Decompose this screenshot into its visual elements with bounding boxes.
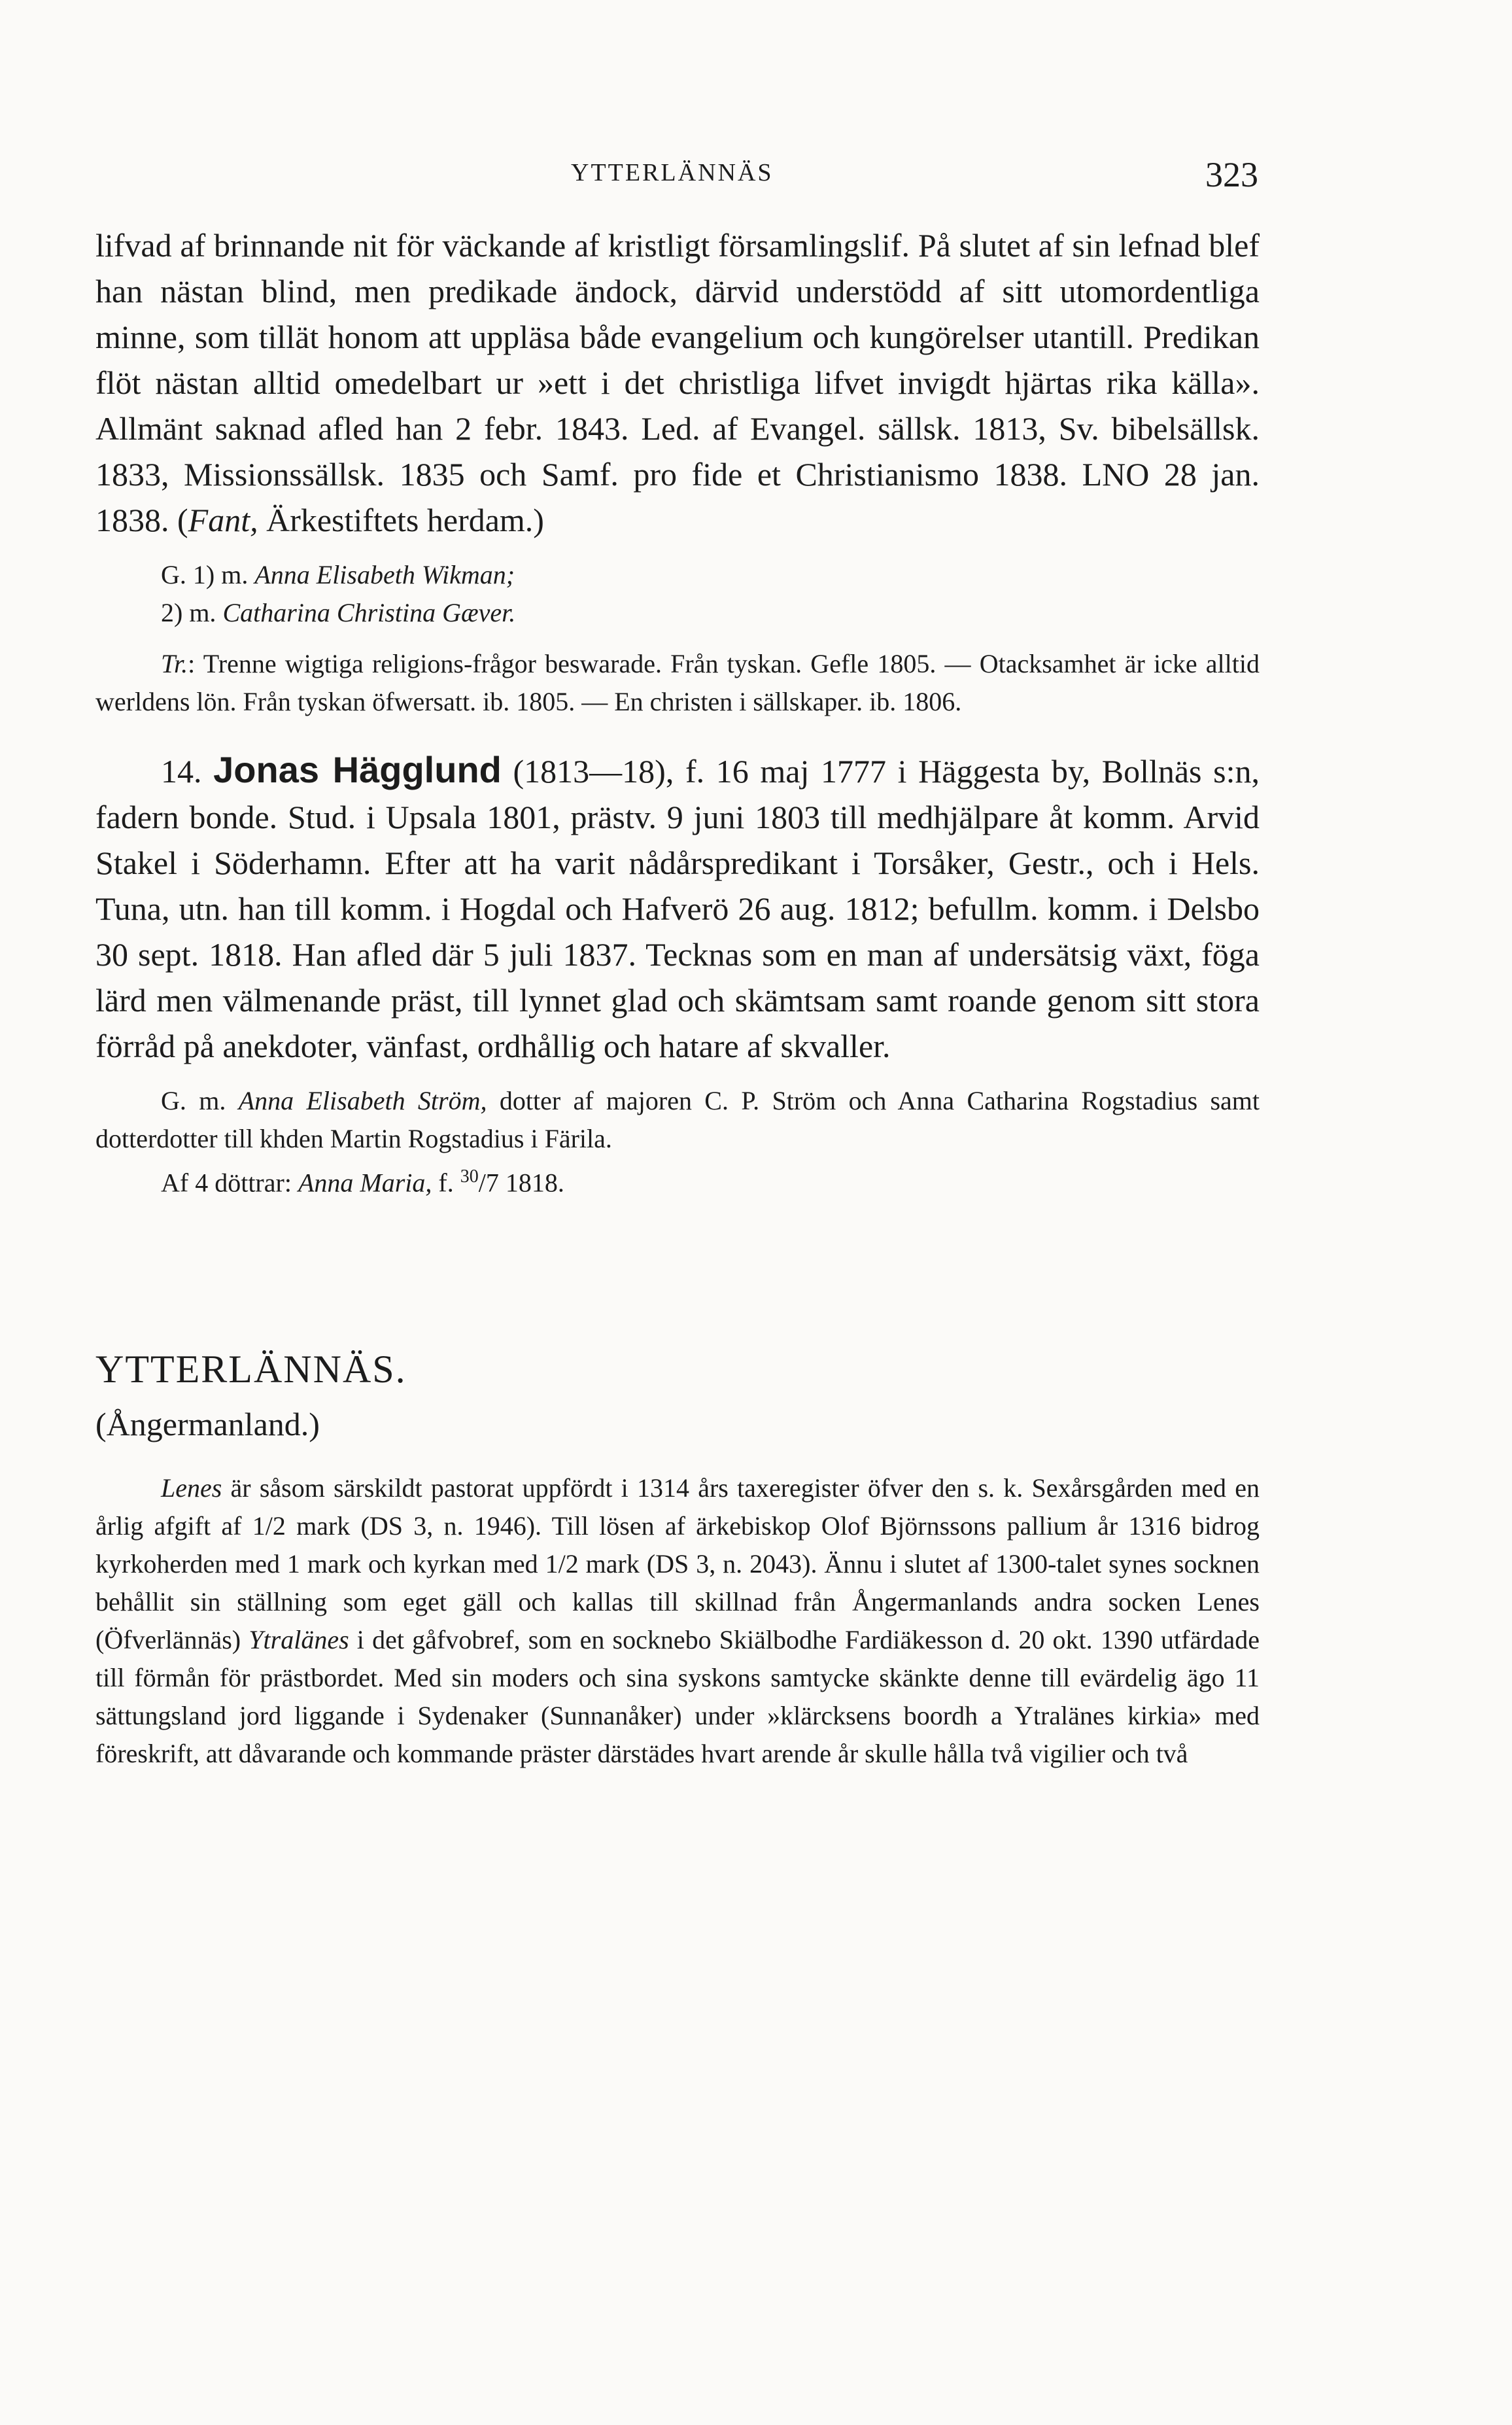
- spouse-name: Anna Elisabeth Wikman;: [254, 560, 515, 589]
- section-title: YTTERLÄNNÄS.: [95, 1348, 407, 1391]
- entry-13-marriage-1: [95, 556, 1260, 594]
- entry-13-marriage-2: [95, 594, 1260, 632]
- entry-13-translations: [95, 645, 1260, 721]
- page-header: [0, 155, 1512, 198]
- intro-text-a: är såsom särskildt pastorat uppfördt i 1314 års taxeregister öfver den s. k. Sexårsgården med en årlig afgift af: [95, 1473, 1260, 1541]
- page-number: 323: [1205, 155, 1258, 194]
- section-intro-paragraph: [95, 1469, 1260, 1773]
- birth-date: /7 1818.: [478, 1168, 564, 1198]
- marriage-label: G. m.: [161, 1086, 239, 1115]
- running-title: YTTERLÄNNÄS: [571, 159, 774, 186]
- source-reference-tail: Ärkestiftets herdam.): [258, 502, 544, 538]
- marriage-text: dotter af majoren C. P. Ström och Anna Catharina Rogstadius samt dotterdotter till khden Martin Rogstadius i Färila.: [95, 1086, 1260, 1153]
- entry-number: 14.: [161, 753, 214, 790]
- marriage-label: G. 1) m.: [161, 560, 255, 589]
- entry-14-marriage: [95, 1082, 1260, 1158]
- parish-name: Lenes: [161, 1473, 222, 1503]
- spouse-name: Catharina Christina Gæver.: [222, 598, 516, 627]
- entry-14-text: (1813—18), f. 16 maj 1777 i Häggesta by, Bollnäs s:n, fadern bonde. Stud. i Upsala 1801, prästv. 9 juni 1803 till medhjälpare åt komm. Arvid Stakel i Söderhamn. Efter att ha varit nådårspredikant i Torsåker, Gestr., och i Hels. Tuna, utn. han till komm. i Hogdal och Hafverö 26 aug. 1812; befullm. komm. i Delsbo 30 sept. 1818. Han afled där 5 juli 1837. Tecknas som en man af undersätsig växt, föga lärd men välmenande präst, till lynnet glad och skämtsam samt roande genom sitt stora förråd på anekdoter, vänfast, ordhållig och hatare af skvaller.: [95, 753, 1260, 1064]
- entry-14-paragraph: [95, 747, 1260, 1069]
- translations-text: : Trenne wigtiga religions-frågor beswarade. Från tyskan. Gefle 1805. — Otacksamhet är icke alltid werldens lön. Från tyskan öfwersatt. ib. 1805. — En christen i sällskaper. ib. 1806.: [95, 649, 1260, 716]
- intro-text-d: i det gåfvobref, som en socknebo Skiälbodhe Fardiäkesson d. 20 okt. 1390 utfärdade till förmån för prästbordet. Med sin moders och sina syskons samtycke skänkte denne till evärdelig ägo 11 sättungsland jord liggande i Sydenaker (Sunnanåker) under »klärcksens boordh a Ytralänes kirkia» med föreskrift, att dåvarande och kommande präster därstädes hvart arende år skulle hålla två vigilier och två: [95, 1625, 1260, 1769]
- date-superscript: 30: [460, 1166, 479, 1187]
- fraction: 1/2: [252, 1511, 286, 1541]
- entry-13-paragraph: [95, 222, 1260, 543]
- fraction: 1/2: [545, 1549, 579, 1579]
- section-subtitle: (Ångermanland.): [95, 1406, 320, 1443]
- entry-14-children: [95, 1158, 1260, 1202]
- children-label: Af 4 döttrar:: [161, 1168, 298, 1198]
- child-name: Anna Maria,: [298, 1168, 432, 1198]
- source-reference: Fant,: [188, 502, 258, 538]
- page-content: [95, 222, 1260, 1773]
- entry-13-text: lifvad af brinnande nit för väckande af kristligt församlingslif. På slutet af sin lefnad blef han nästan blind, men predikade ändock, därvid understödd af sitt utomordentliga minne, som tillät honom att uppläsa både evangelium och kungörelser utantill. Predikan flöt nästan alltid omedelbart ur »ett i det christliga lifvet invigdt hjärtas rika källa». Allmänt saknad afled han 2 febr. 1843. Led. af Evangel. sällsk. 1813, Sv. bibelsällsk. 1833, Missionssällsk. 1835 och Samf. pro fide et Christianismo 1838. LNO 28 jan. 1838. (: [95, 227, 1260, 538]
- marriage-label: 2) m.: [161, 598, 223, 627]
- entry-name: Jonas Hägglund: [213, 749, 502, 790]
- parish-name-alt: Ytralänes: [249, 1625, 349, 1655]
- spouse-name: Anna Elisabeth Ström,: [238, 1086, 487, 1115]
- intro-text-c: mark (DS 3, n. 2043). Ännu i slutet af 1300-talet synes socknen behållit sin ställning som eget gäll och kallas till skillnad från Ångermanlands andra socken Lenes (Öfverlännäs): [95, 1549, 1260, 1655]
- translations-label: Tr.: [161, 649, 188, 678]
- intro-text-b: mark (DS 3, n. 1946). Till lösen af ärkebiskop Olof Björnssons pallium år 1316 bidrog kyrkoherden med 1 mark och kyrkan med: [95, 1511, 1260, 1579]
- birth-label: f.: [432, 1168, 460, 1198]
